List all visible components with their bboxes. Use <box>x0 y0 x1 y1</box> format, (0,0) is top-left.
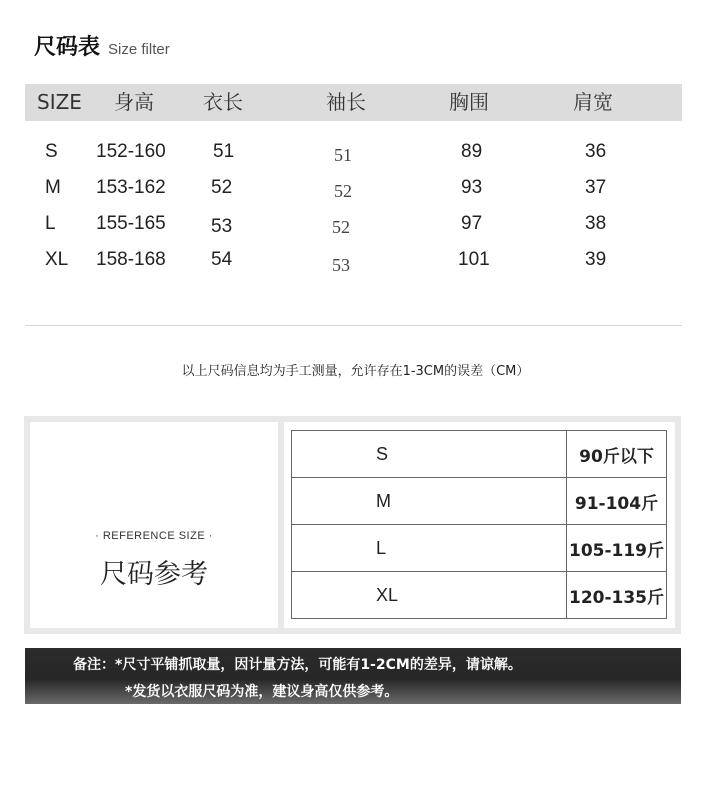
cell-chest: 89 <box>461 141 483 162</box>
cell-size: L <box>45 213 56 234</box>
header-length: 衣长 <box>203 90 243 114</box>
ref-weight: 91-104斤 <box>567 478 667 525</box>
cell-shoulder: 36 <box>585 141 607 162</box>
cell-sleeve: 51 <box>334 145 352 165</box>
cell-length: 52 <box>211 177 233 198</box>
cell-size: S <box>45 141 58 162</box>
reference-subtitle: · REFERENCE SIZE · <box>95 530 213 542</box>
section-divider <box>25 325 682 326</box>
reference-heading-panel <box>30 422 278 628</box>
remarks-line-2: *发货以衣服尺码为准，建议身高仅供参考。 <box>125 684 399 700</box>
ref-weight: 105-119斤 <box>567 525 667 572</box>
ref-size: XL <box>292 572 567 619</box>
table-row <box>292 431 667 478</box>
header-sleeve: 袖长 <box>326 90 366 114</box>
cell-shoulder: 39 <box>585 249 607 270</box>
table-row <box>292 572 667 619</box>
remarks-banner <box>25 648 681 704</box>
ref-weight: 90斤以下 <box>567 431 667 478</box>
cell-height: 158-168 <box>96 249 166 270</box>
header-height: 身高 <box>114 90 154 114</box>
size-table <box>25 84 682 275</box>
reference-size-panel <box>24 416 681 634</box>
header-chest: 胸围 <box>449 90 489 114</box>
cell-sleeve: 53 <box>332 255 350 275</box>
title-english: Size filter <box>108 41 170 58</box>
size-table-header <box>25 84 682 121</box>
reference-table <box>291 430 667 619</box>
cell-size: M <box>45 177 61 198</box>
cell-length: 54 <box>211 249 233 270</box>
cell-length: 51 <box>213 141 235 162</box>
table-row <box>25 206 682 242</box>
ref-weight: 120-135斤 <box>567 572 667 619</box>
remarks-line-1: 备注：*尺寸平铺抓取量，因计量方法，可能有1-2CM的差异，请谅解。 <box>73 657 522 673</box>
header-shoulder: 肩宽 <box>573 90 613 114</box>
table-row <box>292 478 667 525</box>
cell-height: 155-165 <box>96 213 166 234</box>
table-row <box>25 134 682 170</box>
header-size: SIZE <box>37 90 82 114</box>
cell-length: 53 <box>211 216 233 237</box>
ref-size: L <box>292 525 567 572</box>
cell-sleeve: 52 <box>334 181 352 201</box>
table-row <box>25 242 682 278</box>
table-row <box>292 525 667 572</box>
cell-size: XL <box>45 249 69 270</box>
cell-chest: 101 <box>458 249 490 270</box>
reference-title: 尺码参考 <box>100 559 208 590</box>
cell-height: 152-160 <box>96 141 166 162</box>
cell-height: 153-162 <box>96 177 166 198</box>
cell-shoulder: 38 <box>585 213 607 234</box>
cell-shoulder: 37 <box>585 177 607 198</box>
cell-chest: 93 <box>461 177 483 198</box>
table-row <box>25 170 682 206</box>
ref-size: S <box>292 431 567 478</box>
title-chinese: 尺码表 <box>34 35 101 60</box>
cell-chest: 97 <box>461 213 483 234</box>
page-title <box>34 30 170 60</box>
reference-table-panel <box>284 422 675 628</box>
cell-sleeve: 52 <box>332 217 350 237</box>
ref-size: M <box>292 478 567 525</box>
measurement-note: 以上尺码信息均为手工测量，允许存在1-3CM的误差（CM） <box>181 364 530 379</box>
